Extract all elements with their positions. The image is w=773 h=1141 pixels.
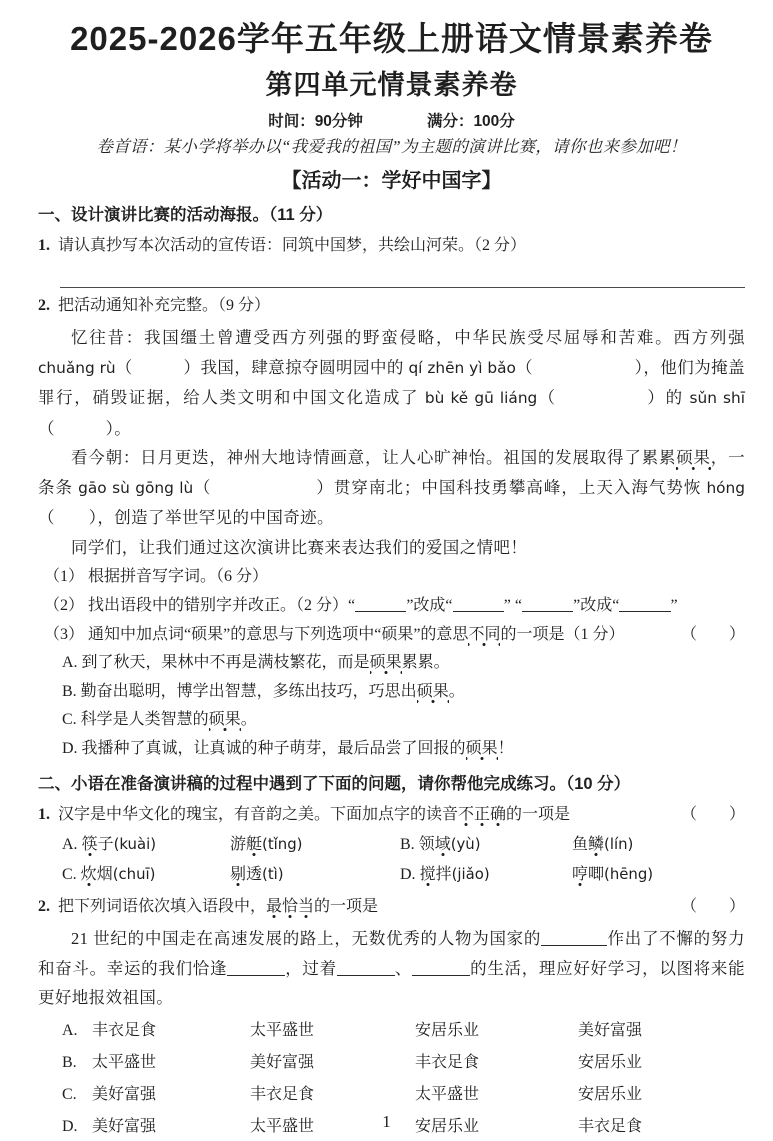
answer-bracket: （ ） (680, 626, 745, 643)
text-run: 、 (394, 958, 413, 978)
s2-question-1-number: 1. (38, 806, 50, 823)
subquestion-3-number: （3） (44, 626, 85, 643)
pronunciation-cell-a1 (62, 830, 230, 859)
emphasized-word: 鳞 (588, 836, 604, 857)
section-two-question-1-line (38, 800, 745, 830)
text-run: ！ (497, 739, 514, 757)
text-run: B. 领 (400, 836, 435, 853)
word-option-row-a (62, 1017, 745, 1045)
option-word: 安居乐业 (578, 1085, 643, 1103)
pinyin-text: (yù) (450, 835, 481, 853)
emphasized-word: 炊 (81, 866, 97, 887)
emphasized-word: 硕果 (417, 683, 449, 704)
subquestion-3-text (88, 620, 624, 649)
pronunciation-options-grid (62, 830, 745, 889)
answer-blank (541, 932, 607, 946)
emphasized-word: 不正确 (458, 806, 506, 827)
section-one-heading: 一、设计演讲比赛的活动海报。（11 分） (38, 206, 333, 224)
text-run: D. 我播种了真诚，让真诚的种子萌芽，最后品尝了回报的 (62, 739, 466, 757)
option-c-line (62, 706, 745, 735)
text-run: 汉字是中华文化的瑰宝，有音韵之美。下面加点字的读音 (58, 806, 459, 823)
text-run: （ ）的 (537, 388, 690, 407)
pinyin-text: (chuī) (112, 865, 156, 883)
text-run: 游 (230, 836, 247, 853)
emphasized-word: 最恰当 (266, 898, 314, 919)
answer-blank (355, 598, 406, 612)
text-run: 。 (240, 711, 257, 728)
subquestion-2-text (88, 591, 745, 620)
notice-passage (38, 323, 745, 562)
answer-bracket: （ ） (680, 806, 745, 823)
fill-in-paragraph (38, 924, 745, 1013)
answer-blank (619, 598, 670, 612)
page-title: 2025-2026学年五年级上册语文情景素养卷 (70, 20, 713, 57)
pronunciation-cell-d1 (400, 860, 572, 889)
text-run: C. 科学是人类智慧的 (62, 711, 209, 728)
emphasized-word: 艇 (246, 836, 262, 857)
text-run: C. (62, 866, 81, 883)
word-option-row-c (62, 1081, 745, 1109)
emphasized-word: 剔 (230, 866, 246, 887)
option-word: 美好富强 (92, 1117, 157, 1135)
subquestion-1-number: （1） (44, 568, 85, 585)
text-run: ”改成“ (573, 597, 620, 614)
exam-meta (38, 112, 745, 132)
pronunciation-cell-d2 (572, 860, 745, 889)
emphasized-word: 不同 (468, 626, 500, 647)
text-run: 的一项是 (314, 898, 379, 915)
option-word: 太平盛世 (250, 1021, 315, 1039)
text-run: ，一条条 (38, 448, 745, 497)
pinyin-text: bù kě gū liáng (424, 389, 538, 407)
answer-blank (453, 598, 504, 612)
text-run: 累累。 (401, 654, 450, 671)
option-word: 美好富强 (250, 1053, 315, 1071)
text-run: ”改成“ (406, 597, 453, 614)
emphasized-word: 硕果 (676, 448, 711, 471)
pinyin-text: (tì) (262, 865, 284, 883)
option-word: 丰衣足食 (92, 1021, 157, 1039)
text-run: （ ）贯穿南北；中国科技勇攀高峰，上天入海气势恢 (193, 477, 707, 497)
option-label: C. (62, 1085, 77, 1103)
pinyin-text: (tǐng) (262, 835, 303, 853)
emphasized-word: 域 (435, 836, 451, 857)
activity-one-header: 【活动一：学好中国字】 (281, 170, 502, 192)
text-run: 鱼 (572, 836, 589, 853)
pinyin-text: gāo sù gōng lù (78, 478, 194, 497)
word-option-row-b (62, 1049, 745, 1077)
question-1-number: 1. (38, 237, 50, 254)
text-run: 的一项是 (506, 806, 571, 823)
text-run: 忆往昔：我国缰土曾遭受西方列强的野蛮侵略，中华民族受尽屈辱和苦难。西方列强 (71, 328, 745, 347)
answer-blank (412, 962, 470, 976)
text-run: 看今朝：日月更迭，神州大地诗情画意，让人心旷神怡。祖国的发展取得了累累 (71, 448, 677, 467)
option-d-line (62, 735, 745, 764)
text-run: 烟 (96, 866, 113, 883)
question-2-line (38, 291, 745, 321)
text-run: ” “ (503, 597, 522, 614)
fill-in-passage (38, 924, 745, 1013)
text-run: 作出了不懈的努力和奋斗。幸运的我们恰逢 (38, 929, 745, 978)
subquestion-1-text (88, 562, 745, 591)
pinyin-text: qí zhēn yì bǎo (408, 358, 516, 377)
text-run: （ ），创造了举世罕见的中国奇迹。 (38, 508, 334, 527)
pronunciation-cell-b2 (572, 830, 745, 859)
text-run: A. 到了秋天，果林中不再是满枝繁花，而是 (62, 654, 370, 671)
emphasized-word: 硕果 (466, 740, 498, 761)
notice-paragraph-2 (38, 443, 745, 533)
answer-blank (522, 598, 573, 612)
s2-question-1-text (58, 800, 570, 830)
option-word: 丰衣足食 (578, 1117, 643, 1135)
text-run: （ ）。 (38, 418, 132, 438)
answer-bracket: （ ） (680, 898, 745, 915)
answer-blank (227, 962, 285, 976)
emphasized-word: 哼 (572, 866, 588, 887)
emphasized-word: 硕果 (209, 711, 241, 732)
pinyin-text: (jiǎo) (451, 865, 490, 883)
pinyin-text: chuǎng rù (38, 358, 116, 377)
question-1-line (38, 231, 745, 261)
s2-question-2-text (58, 892, 378, 922)
emphasized-word: 硕果 (370, 654, 402, 675)
full-score-label: 满分：100分 (426, 113, 515, 130)
answer-line (60, 273, 745, 288)
option-word: 太平盛世 (250, 1117, 315, 1135)
pinyin-text: hóng (706, 478, 745, 497)
option-a-line (62, 649, 745, 678)
option-word: 安居乐业 (578, 1053, 643, 1071)
time-label: 时间：90分钟 (268, 113, 363, 130)
text-run: 找出语段中的错别字并改正。（2 分）“ (88, 597, 356, 614)
question-1-text: 请认真抄写本次活动的宣传语：同筑中国梦，共绘山河荣。（2 分） (58, 237, 527, 254)
emphasized-word: 搅 (420, 866, 436, 887)
text-run: D. (400, 866, 420, 883)
option-b-line (62, 678, 745, 707)
text-run: 唧 (588, 866, 605, 883)
text-run: （ ），他们为掩盖罪行，硝毁证据，给人类文明和中国文化造成了 (38, 357, 745, 407)
section-two-question-2-line (38, 892, 745, 922)
text-run: 。 (448, 682, 465, 700)
page-number: 1 (382, 1111, 391, 1131)
option-word: 美好富强 (578, 1021, 643, 1039)
emphasized-word: 筷 (82, 836, 98, 857)
pronunciation-cell-b1 (400, 830, 572, 859)
s2-question-2-number: 2. (38, 898, 50, 915)
question-2-number: 2. (38, 297, 50, 314)
section-two-heading: 二、小语在准备演讲稿的过程中遇到了下面的问题，请你帮他完成练习。（10 分） (38, 775, 631, 793)
text-run: 的一项是（1 分） (500, 626, 625, 643)
page-subtitle: 第四单元情景素养卷 (265, 70, 518, 100)
option-label: A. (62, 1021, 78, 1039)
pinyin-text: (lín) (604, 835, 634, 853)
option-word: 安居乐业 (415, 1117, 480, 1135)
option-word: 太平盛世 (92, 1053, 157, 1071)
option-label: B. (62, 1053, 77, 1071)
pinyin-text: (hēng) (604, 865, 654, 883)
question-2-text: 把活动通知补充完整。（9 分） (58, 297, 271, 314)
notice-paragraph-3 (38, 533, 745, 563)
answer-blank (337, 962, 395, 976)
option-label: D. (62, 1117, 78, 1135)
pinyin-text: sǔn shī (689, 389, 745, 407)
text-run: 把下列词语依次填入语段中， (58, 898, 267, 915)
option-word: 丰衣足食 (415, 1053, 480, 1071)
text-run: （ ）我国，肆意掠夺圆明园中的 (115, 357, 409, 377)
option-word: 丰衣足食 (250, 1085, 315, 1103)
text-run: 21 世纪的中国走在高速发展的路上，无数优秀的人物为国家的 (71, 929, 542, 948)
subquestion-3-line (44, 620, 745, 649)
text-run: 同学们，让我们通过这次演讲比赛来表达我们的爱国之情吧！ (71, 537, 528, 557)
text-run: 拌 (435, 866, 452, 883)
subquestion-1-line (44, 562, 745, 591)
option-word: 安居乐业 (415, 1021, 480, 1039)
text-run: ” (670, 597, 678, 614)
text-run: B. 勤奋出聪明，博学出智慧，多练出技巧，巧思出 (62, 682, 417, 700)
text-run: 根据拼音写字词。（6 分） (88, 568, 269, 585)
text-run: 通知中加点词“硕果”的意思与下列选项中“硕果”的意思 (88, 626, 469, 643)
text-run: 透 (246, 866, 263, 883)
subquestion-2-number: （2） (44, 597, 85, 614)
notice-paragraph-1 (38, 323, 745, 443)
text-run: 子 (97, 836, 114, 853)
pinyin-text: (kuài) (113, 835, 157, 853)
option-word: 太平盛世 (415, 1085, 480, 1103)
pronunciation-cell-c1 (62, 860, 230, 889)
subquestion-2-line (44, 591, 745, 620)
preface-text: 卷首语：某小学将举办以“我爱我的祖国”为主题的演讲比赛，请你也来参加吧！ (96, 137, 687, 156)
pronunciation-cell-c2 (230, 860, 400, 889)
text-run: 的生活，理应好好学习，以图将来能更好地报效祖国。 (38, 958, 746, 1007)
text-run: A. (62, 836, 82, 853)
option-word: 美好富强 (92, 1085, 157, 1103)
text-run: ，过着 (284, 958, 337, 978)
pronunciation-cell-a2 (230, 830, 400, 859)
